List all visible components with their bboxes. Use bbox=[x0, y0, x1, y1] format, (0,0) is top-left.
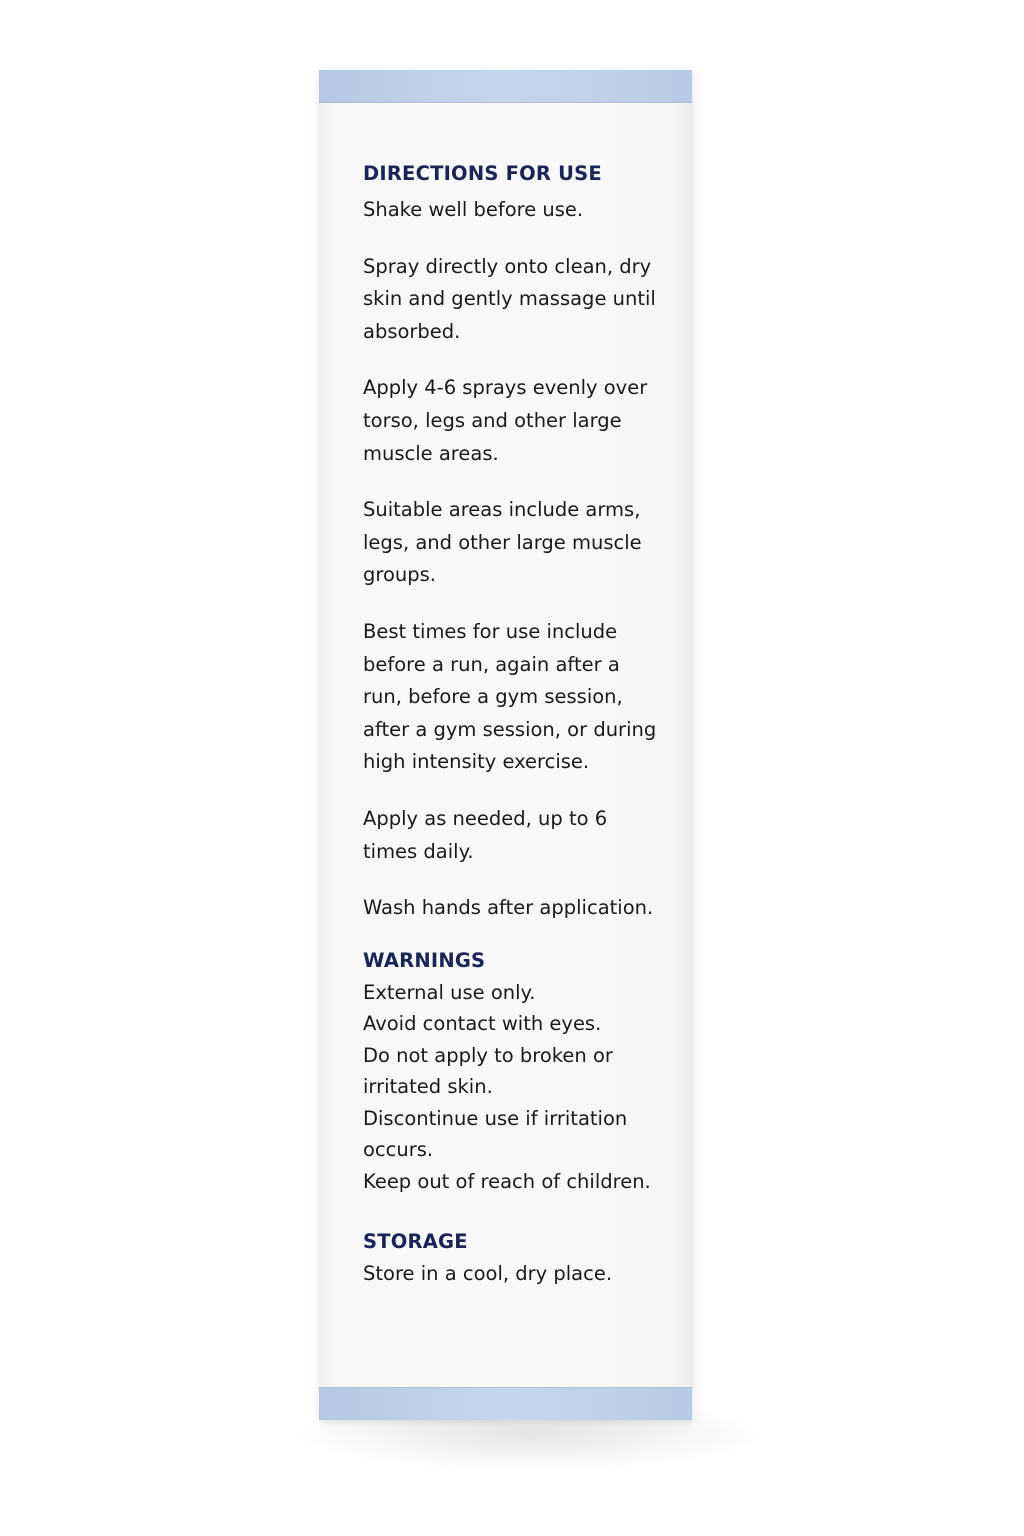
warnings-section bbox=[363, 949, 663, 1198]
product-box-side-panel bbox=[319, 70, 692, 1420]
warning-line: Do not apply to broken or irritated skin. bbox=[363, 1043, 613, 1099]
warning-line: Discontinue use if irritation occurs. bbox=[363, 1106, 628, 1162]
directions-paragraph: Apply as needed, up to 6 times daily. bbox=[363, 806, 608, 863]
directions-paragraph: Spray directly onto clean, dry skin and gently massage until absorbed. bbox=[363, 254, 656, 343]
directions-paragraph: Suitable areas include arms, legs, and other large muscle groups. bbox=[363, 498, 642, 587]
storage-section bbox=[363, 1230, 663, 1290]
bottom-color-band bbox=[319, 1387, 692, 1420]
label-text-block bbox=[363, 162, 663, 1290]
storage-heading: STORAGE bbox=[363, 1230, 468, 1254]
top-color-band bbox=[319, 70, 692, 103]
warnings-heading: WARNINGS bbox=[363, 948, 486, 972]
storage-line: Store in a cool, dry place. bbox=[363, 1262, 613, 1286]
directions-paragraph: Wash hands after application. bbox=[363, 896, 654, 920]
warning-line: Keep out of reach of children. bbox=[363, 1169, 651, 1193]
directions-paragraph: Best times for use include before a run, again after a run, before a gym session, after a gym session, or during high intensity exercise. bbox=[363, 619, 657, 774]
warning-line: External use only. bbox=[363, 980, 536, 1004]
warning-line: Avoid contact with eyes. bbox=[363, 1012, 602, 1036]
directions-paragraph: Shake well before use. bbox=[363, 198, 584, 221]
directions-section bbox=[363, 162, 663, 925]
directions-heading: DIRECTIONS FOR USE bbox=[363, 162, 602, 185]
directions-paragraph: Apply 4-6 sprays evenly over torso, legs and other large muscle areas. bbox=[363, 376, 648, 465]
